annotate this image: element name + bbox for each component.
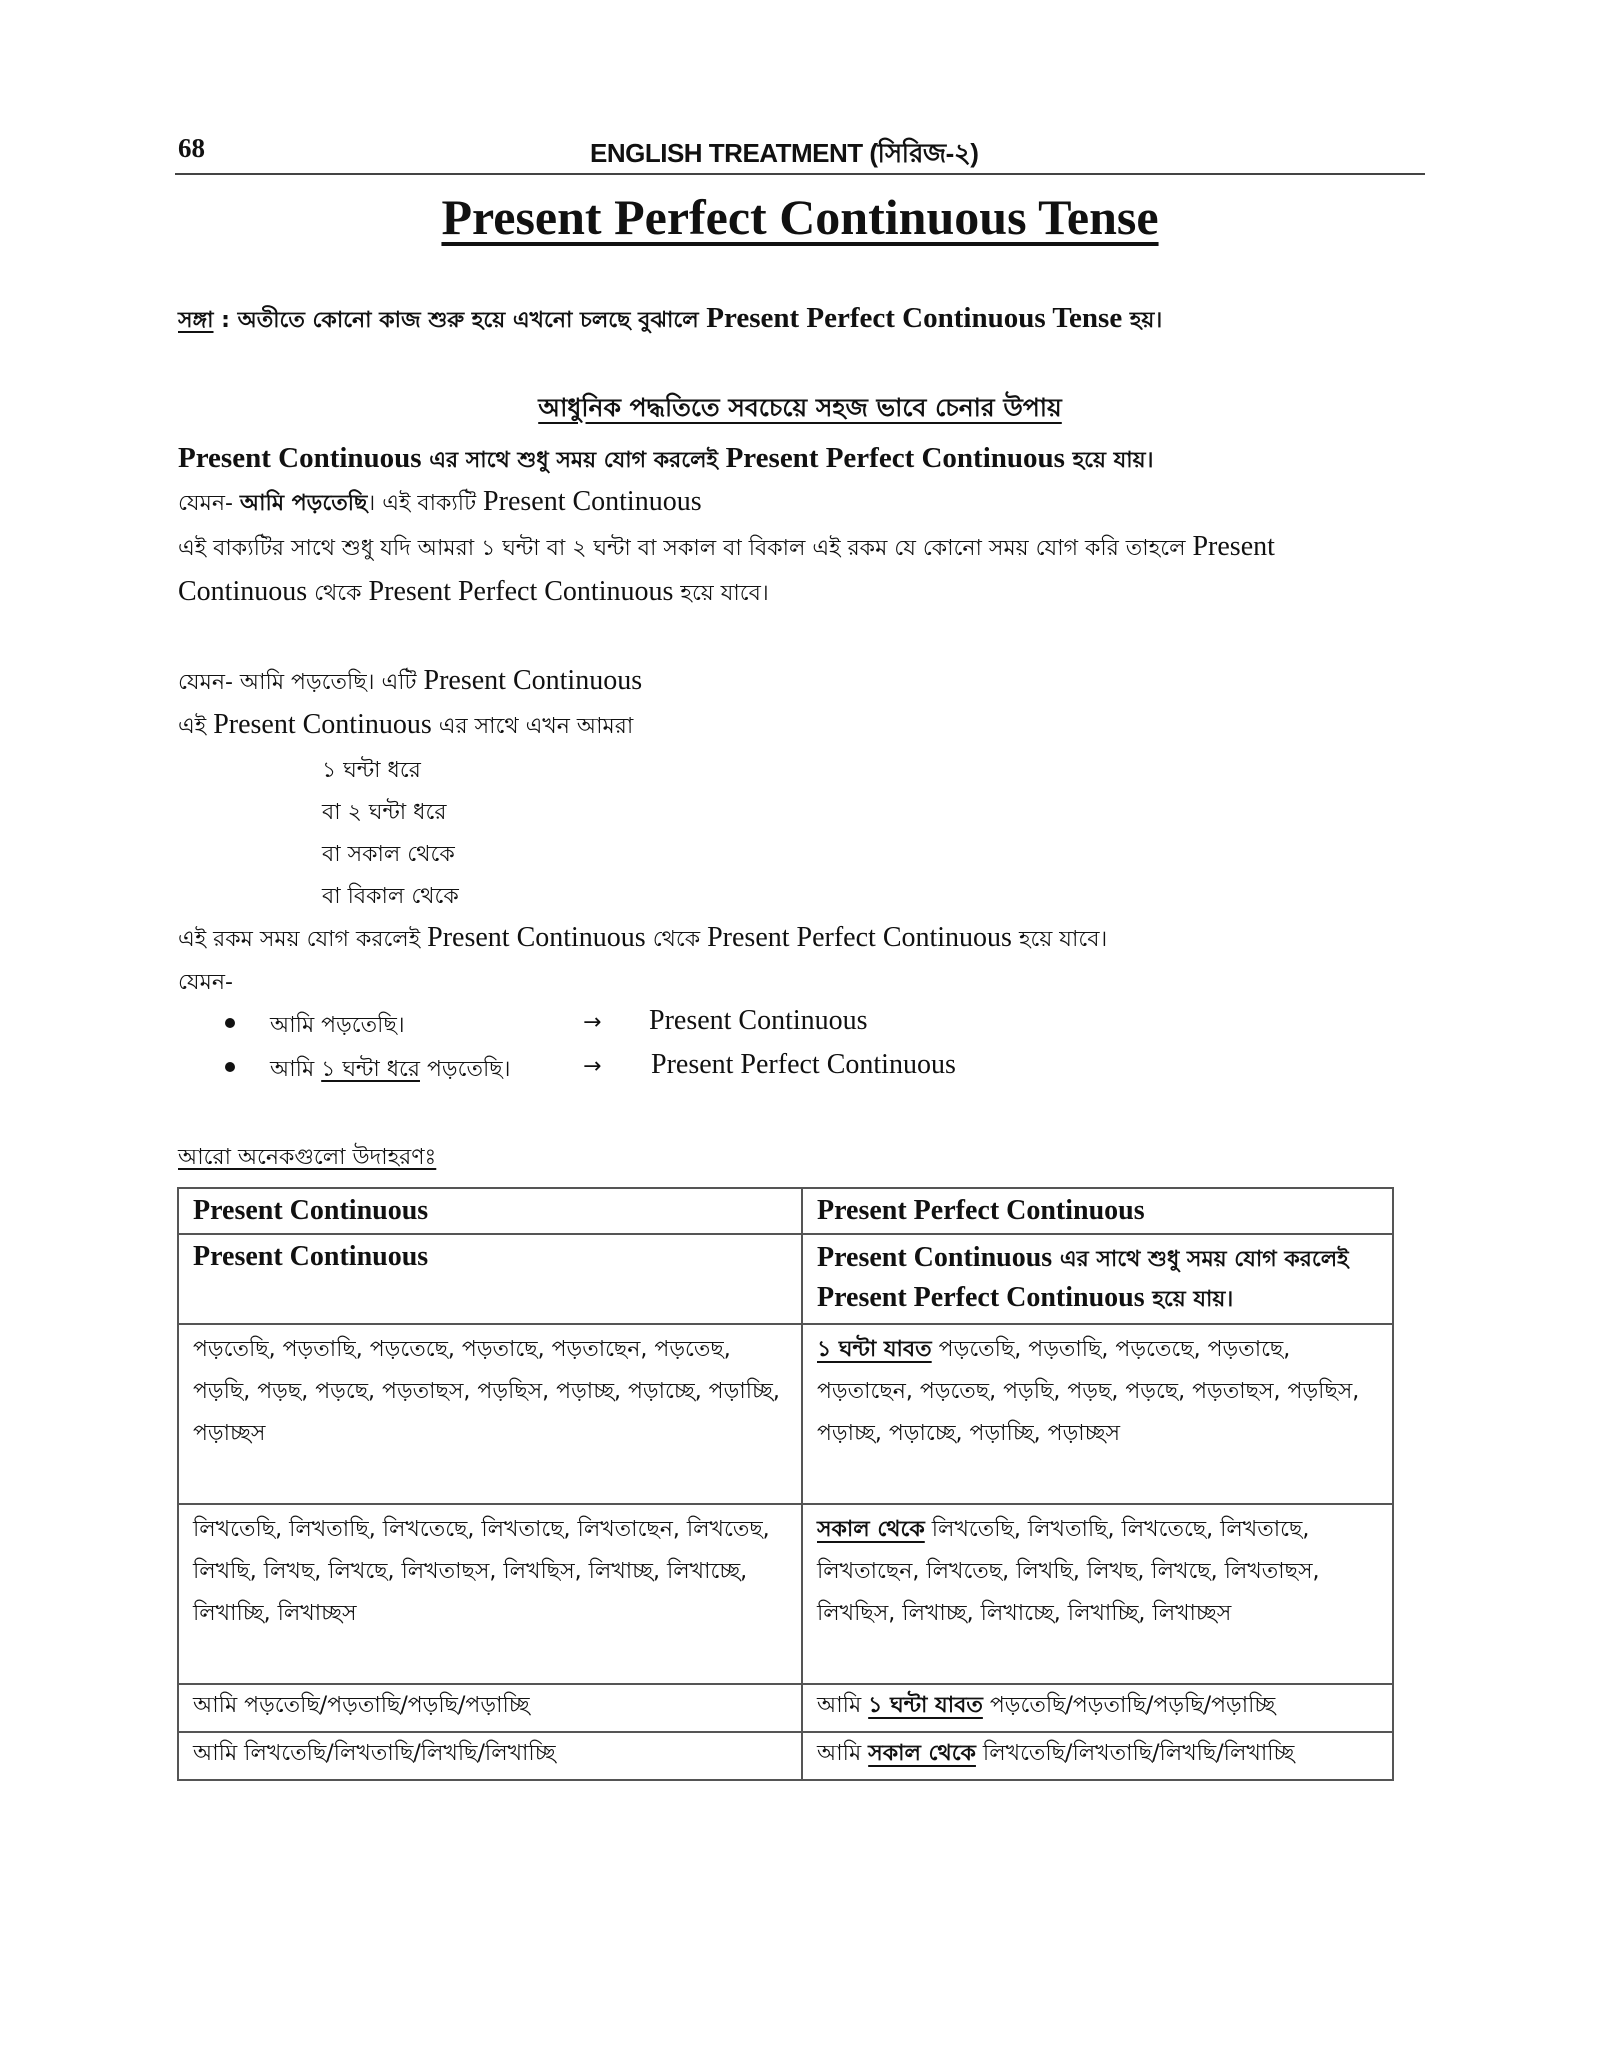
time-option: বা ২ ঘন্টা ধরে <box>322 800 447 825</box>
definition <box>178 302 1162 340</box>
paragraph-1-line-2 <box>178 576 769 613</box>
cell-pre: আমি <box>817 1693 869 1718</box>
table-cell <box>802 1732 1393 1780</box>
table-cell <box>802 1504 1393 1684</box>
bullet-text <box>270 1052 510 1089</box>
example-2 <box>178 665 642 702</box>
bullet-text-highlight: ১ ঘন্টা ধরে <box>321 1057 420 1082</box>
time-phrase: ১ ঘন্টা যাবত <box>817 1337 932 1362</box>
bullet-text-pre: আমি <box>270 1057 322 1082</box>
example1-prefix: যেমন- <box>178 491 240 516</box>
table-row <box>178 1324 1393 1504</box>
example2-line2-en: Present Continuous <box>213 709 432 740</box>
para1-line2-en2: Present Perfect Continuous <box>368 576 674 607</box>
table-cell <box>802 1684 1393 1732</box>
arrow-right-icon: → <box>583 1054 602 1079</box>
table-row <box>178 1684 1393 1732</box>
cell-post: পড়তেছি/পড়তাছি/পড়ছি/পড়াচ্ছি <box>982 1693 1276 1718</box>
running-head: ENGLISH TREATMENT (সিরিজ-২) <box>590 138 979 168</box>
rule-line <box>178 442 1154 480</box>
rule-en1: Present Continuous <box>178 442 422 474</box>
definition-text-bn: অতীতে কোনো কাজ শুরু হয়ে এখনো চলছে বুঝালে <box>237 308 707 333</box>
result-en2: Present Perfect Continuous <box>707 922 1012 953</box>
examples-table <box>177 1187 1394 1781</box>
bullet-label: Present Perfect Continuous <box>651 1049 956 1080</box>
table-cell: লিখতেছি, লিখতাছি, লিখতেছে, লিখতাছে, লিখতাছেন, লিখতেছ, লিখছি, লিখছ, লিখছে, লিখতাছস, লিখছিস, লিখাচ্ছ, লিখাচ্ছে, লিখাচ্ছি, লিখাচ্ছস <box>178 1504 802 1684</box>
table-row <box>178 1732 1393 1780</box>
time-option: বা সকাল থেকে <box>322 842 455 867</box>
rule-bn1: এর সাথে শুধু সময় যোগ করলেই <box>421 448 726 473</box>
para1-line1-en: Present <box>1192 531 1275 562</box>
definition-end: হয়। <box>1122 308 1163 333</box>
time-option: ১ ঘন্টা ধরে <box>322 758 421 783</box>
example2-en: Present Continuous <box>423 665 643 696</box>
result-bn1: এই রকম সময় যোগ করলেই <box>178 927 428 952</box>
more-examples-heading: আরো অনেকগুলো উদাহরণঃ <box>178 1145 437 1170</box>
method-heading <box>0 388 1600 431</box>
example-2-line-2 <box>178 709 633 746</box>
para1-line2-en1: Continuous <box>178 576 308 607</box>
bullet-icon <box>225 1062 235 1072</box>
example1-mid: । এই বাক্যটি <box>367 491 484 516</box>
cell-post: লিখতেছি, লিখতাছি, লিখতেছে, লিখতাছে, লিখতাছেন, লিখতেছ, লিখছি, লিখছ, লিখছে, লিখতাছস, লিখছিস, লিখাচ্ছ, লিখাচ্ছে, লিখাচ্ছি, লিখাচ্ছস <box>817 1517 1320 1626</box>
para1-line2-bn1: থেকে <box>307 581 369 606</box>
table-header-row <box>178 1188 1393 1234</box>
example1-bold: আমি পড়তেছি <box>239 491 368 516</box>
cell-pre: আমি <box>817 1741 869 1766</box>
time-phrase: সকাল থেকে <box>817 1517 925 1542</box>
example2-bn: যেমন- আমি পড়তেছি। এটি <box>178 670 424 695</box>
result-line <box>178 922 1107 959</box>
cell-post: পড়তেছি, পড়তাছি, পড়তেছে, পড়তাছে, পড়তাছেন, পড়তেছ, পড়ছি, পড়ছ, পড়ছে, পড়তাছস, পড়ছিস, পড়াচ্ছ, পড়াচ্ছে, পড়াচ্ছি, পড়াচ্ছস <box>817 1337 1360 1446</box>
example-label: যেমন- <box>178 970 233 995</box>
result-bn3: হয়ে যাবে। <box>1011 927 1108 952</box>
definition-text-en: Present Perfect Continuous Tense <box>706 302 1123 334</box>
note-bn1: এর সাথে শুধু সময় যোগ করলেই <box>1052 1247 1349 1272</box>
note-bn2: হয়ে যায়। <box>1144 1287 1234 1312</box>
table-header-cell: Present Perfect Continuous <box>802 1188 1393 1234</box>
example-1 <box>178 486 702 523</box>
example2-line2-bn1: এই <box>178 714 214 739</box>
definition-label: সঙ্গা <box>178 308 214 333</box>
table-cell: আমি লিখতেছি/লিখতাছি/লিখছি/লিখাচ্ছি <box>178 1732 802 1780</box>
rule-bn2: হয়ে যায়। <box>1064 448 1154 473</box>
paragraph-1-line-1 <box>178 531 1275 568</box>
bullet-text-post: পড়তেছি। <box>419 1057 511 1082</box>
table-cell: পড়তেছি, পড়তাছি, পড়তেছে, পড়তাছে, পড়তাছেন, পড়তেছ, পড়ছি, পড়ছ, পড়ছে, পড়তাছস, পড়ছিস, পড়াচ্ছ, পড়াচ্ছে, পড়াচ্ছি, পড়াচ্ছস <box>178 1324 802 1504</box>
page-title-text: Present Perfect Continuous Tense <box>441 189 1159 245</box>
bullet-label: Present Continuous <box>649 1005 868 1036</box>
time-phrase: ১ ঘন্টা যাবত <box>868 1693 983 1718</box>
arrow-right-icon: → <box>583 1010 602 1035</box>
header-rule <box>175 173 1425 175</box>
cell-post: লিখতেছি/লিখতাছি/লিখছি/লিখাচ্ছি <box>975 1741 1295 1766</box>
para1-line2-bn2: হয়ে যাবে। <box>673 581 769 606</box>
method-heading-text: আধুনিক পদ্ধতিতে সবচেয়ে সহজ ভাবে চেনার উপায় <box>538 393 1062 422</box>
page-number: 68 <box>178 133 205 163</box>
table-header-cell: Present Continuous <box>178 1188 802 1234</box>
table-cell: Present Continuous <box>178 1234 802 1324</box>
result-en1: Present Continuous <box>427 922 646 953</box>
table-cell: আমি পড়তেছি/পড়তাছি/পড়ছি/পড়াচ্ছি <box>178 1684 802 1732</box>
page-title <box>0 188 1600 246</box>
example2-line2-bn2: এর সাথে এখন আমরা <box>431 714 634 739</box>
definition-separator: : <box>213 308 238 333</box>
result-bn2: থেকে <box>645 927 708 952</box>
table-row <box>178 1504 1393 1684</box>
table-cell <box>802 1324 1393 1504</box>
note-en1: Present Continuous <box>817 1242 1053 1273</box>
table-row <box>178 1234 1393 1324</box>
note-en2: Present Perfect Continuous <box>817 1282 1145 1313</box>
bullet-text <box>270 1008 405 1045</box>
time-phrase: সকাল থেকে <box>868 1741 976 1766</box>
table-cell <box>802 1234 1393 1324</box>
time-option: বা বিকাল থেকে <box>322 884 459 909</box>
para1-line1-bn: এই বাক্যটির সাথে শুধু যদি আমরা ১ ঘন্টা বা ২ ঘন্টা বা সকাল বা বিকাল এই রকম যে কোনো সময় যোগ করি তাহলে <box>178 536 1193 561</box>
rule-en2: Present Perfect Continuous <box>725 442 1065 474</box>
bullet-icon <box>225 1018 235 1028</box>
bullet-text-pre: আমি পড়তেছি। <box>270 1013 405 1038</box>
example1-en: Present Continuous <box>483 486 702 517</box>
